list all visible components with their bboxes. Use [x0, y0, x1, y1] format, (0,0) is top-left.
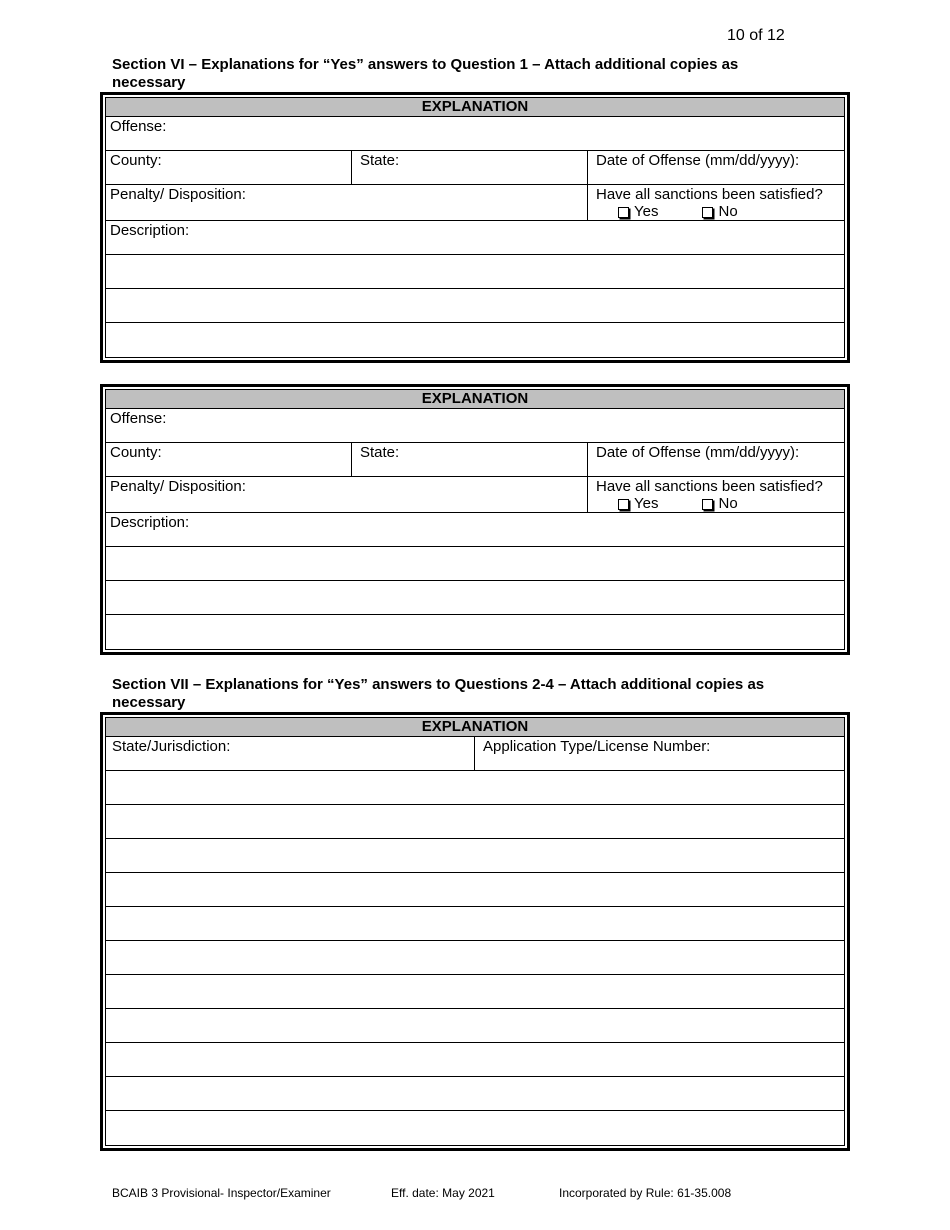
- description-row[interactable]: [106, 221, 844, 255]
- description-row[interactable]: [106, 513, 844, 547]
- sanctions-label: Have all sanctions been satisfied?: [596, 186, 823, 203]
- description-label: Description:: [110, 514, 190, 531]
- county-field[interactable]: [106, 151, 351, 184]
- footer-form-name: BCAIB 3 Provisional- Inspector/Examiner: [112, 1186, 331, 1200]
- sanctions-no-option[interactable]: [702, 203, 737, 220]
- sanctions-no-option[interactable]: [702, 495, 737, 512]
- date-of-offense-field[interactable]: [587, 151, 844, 184]
- explanation-header: EXPLANATION: [106, 390, 844, 409]
- description-label: Description:: [110, 222, 190, 239]
- penalty-row: [106, 185, 844, 221]
- date-of-offense-field[interactable]: [587, 443, 844, 476]
- no-label: No: [718, 495, 738, 512]
- offense-label: Offense:: [110, 118, 167, 135]
- sanctions-yes-option[interactable]: [618, 203, 658, 220]
- penalty-field[interactable]: [106, 185, 587, 220]
- explanation-line[interactable]: [106, 839, 844, 873]
- section-vi-heading: Section VI – Explanations for “Yes” answers to Question 1 – Attach additional copies as necessary: [112, 56, 739, 91]
- description-line[interactable]: [106, 289, 844, 323]
- footer-effective-date: Eff. date: May 2021: [391, 1186, 495, 1200]
- state-field[interactable]: [351, 443, 587, 476]
- penalty-row: [106, 477, 844, 513]
- explanation-line[interactable]: [106, 873, 844, 907]
- county-label: County:: [110, 444, 162, 461]
- description-line[interactable]: [106, 581, 844, 615]
- page-number: 10 of 12: [727, 27, 785, 44]
- offense-label: Offense:: [110, 410, 167, 427]
- sanctions-yes-option[interactable]: [618, 495, 658, 512]
- explanation-block-1: [100, 92, 850, 363]
- state-label: State:: [360, 444, 400, 461]
- offense-row[interactable]: [106, 117, 844, 151]
- date-of-offense-label: Date of Offense (mm/dd/yyyy):: [596, 444, 800, 461]
- description-line[interactable]: [106, 255, 844, 289]
- explanation-line[interactable]: [106, 1111, 844, 1145]
- description-line[interactable]: [106, 547, 844, 581]
- explanation-line[interactable]: [106, 805, 844, 839]
- application-type-label: Application Type/License Number:: [483, 738, 711, 755]
- checkbox-icon[interactable]: [702, 207, 713, 218]
- checkbox-icon[interactable]: [618, 207, 629, 218]
- footer-rule: Incorporated by Rule: 61-35.008: [559, 1186, 732, 1200]
- explanation-line[interactable]: [106, 1077, 844, 1111]
- state-jurisdiction-label: State/Jurisdiction:: [112, 738, 231, 755]
- explanation-line[interactable]: [106, 771, 844, 805]
- explanation-line[interactable]: [106, 1043, 844, 1077]
- location-row: [106, 443, 844, 477]
- county-label: County:: [110, 152, 162, 169]
- offense-row[interactable]: [106, 409, 844, 443]
- state-field[interactable]: [351, 151, 587, 184]
- checkbox-icon[interactable]: [618, 499, 629, 510]
- explanation-line[interactable]: [106, 941, 844, 975]
- yes-label: Yes: [634, 495, 659, 512]
- no-label: No: [718, 203, 738, 220]
- penalty-field[interactable]: [106, 477, 587, 512]
- explanation-header: EXPLANATION: [106, 98, 844, 117]
- application-type-field[interactable]: [474, 737, 844, 770]
- explanation-line[interactable]: [106, 907, 844, 941]
- sanctions-field: [587, 477, 844, 512]
- penalty-label: Penalty/ Disposition:: [110, 186, 246, 203]
- explanation-header: EXPLANATION: [106, 718, 844, 737]
- sanctions-field: [587, 185, 844, 220]
- explanation-line[interactable]: [106, 975, 844, 1009]
- yes-label: Yes: [634, 203, 659, 220]
- description-line[interactable]: [106, 323, 844, 357]
- sanctions-label: Have all sanctions been satisfied?: [596, 478, 823, 495]
- explanation-block-3: [100, 712, 850, 1151]
- state-label: State:: [360, 152, 400, 169]
- section-vii-heading: Section VII – Explanations for “Yes” answers to Questions 2-4 – Attach additional copies as necessary: [112, 676, 765, 711]
- location-row: [106, 151, 844, 185]
- checkbox-icon[interactable]: [702, 499, 713, 510]
- explanation-line[interactable]: [106, 1009, 844, 1043]
- description-line[interactable]: [106, 615, 844, 649]
- county-field[interactable]: [106, 443, 351, 476]
- date-of-offense-label: Date of Offense (mm/dd/yyyy):: [596, 152, 800, 169]
- state-jurisdiction-field[interactable]: [106, 737, 474, 770]
- jurisdiction-row: [106, 737, 844, 771]
- penalty-label: Penalty/ Disposition:: [110, 478, 246, 495]
- explanation-block-2: [100, 384, 850, 655]
